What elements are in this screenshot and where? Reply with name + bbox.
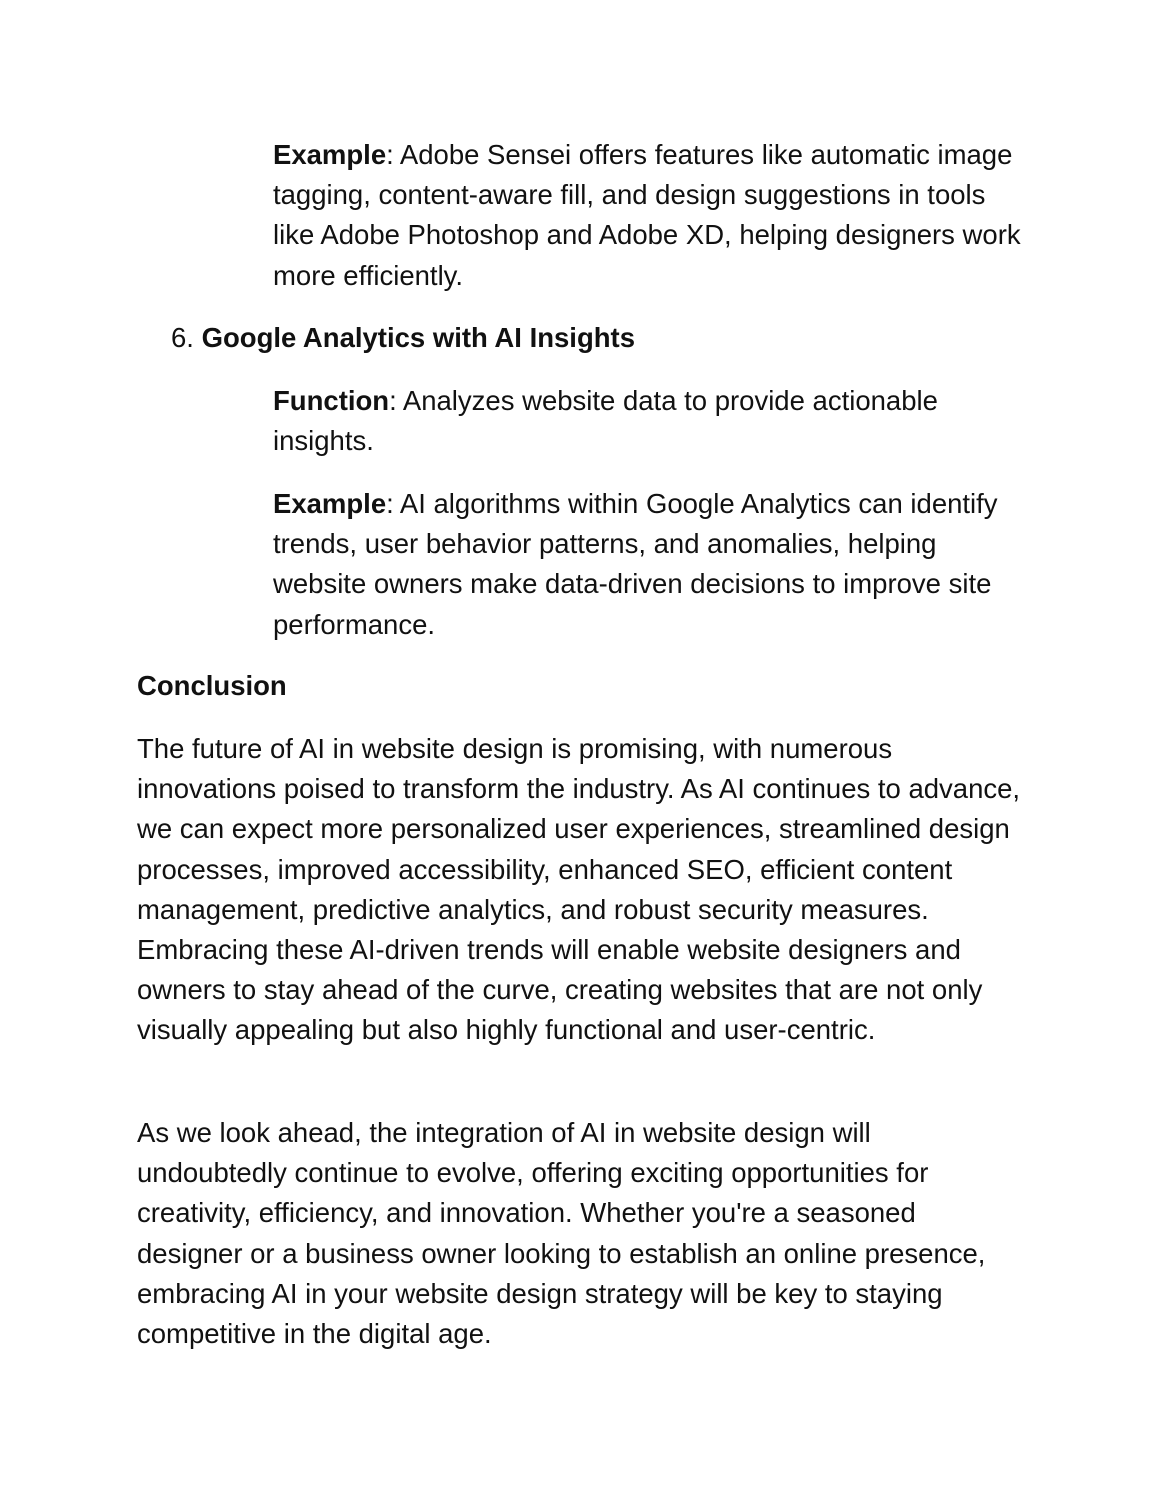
adobe-example-text: Adobe Sensei offers features like automatic image tagging, content-aware fill, and design suggestions in tools like Adobe Photoshop and Adobe XD, helping designers work more efficiently. — [273, 139, 1021, 291]
function-label: Function — [273, 385, 390, 416]
example-label: Example — [273, 139, 387, 170]
google-example-paragraph: Example: AI algorithms within Google Analytics can identify trends, user behavior patterns, and anomalies, helping website owners make data-driven decisions to improve site performance. — [273, 488, 998, 640]
conclusion-heading: Conclusion — [137, 670, 287, 701]
list-item-title: Google Analytics with AI Insights — [201, 322, 635, 353]
conclusion-paragraph-1: The future of AI in website design is promising, with numerous innovations poised to transform the industry. As AI continues to advance, we can expect more personalized user experiences, streamlined design processes, improved accessibility, enhanced SEO, efficient content management, predictive analytics, and robust security measures. Embracing these AI-driven trends will enable website designers and owners to stay ahead of the curve, creating websites that are not only visually appealing but also highly functional and user-centric. — [137, 733, 1021, 1046]
example-label: Example — [273, 488, 387, 519]
adobe-example-paragraph: Example: Adobe Sensei offers features like automatic image tagging, content-aware fill, and design suggestions in tools like Adobe Photoshop and Adobe XD, helping designers work more efficiently. — [273, 139, 1021, 291]
google-function-paragraph: Function: Analyzes website data to provide actionable insights. — [273, 385, 938, 457]
conclusion-paragraph-2: As we look ahead, the integration of AI in website design will undoubtedly continue to evolve, offering exciting opportunities for creativity, efficiency, and innovation. Whether you're a seasoned designer or a business owner looking to establish an online presence, embracing AI in your website design strategy will be key to staying competitive in the digital age. — [137, 1117, 986, 1350]
google-example-text: AI algorithms within Google Analytics can identify trends, user behavior patterns, and anomalies, helping website owners make data-driven decisions to improve site performance. — [273, 488, 998, 640]
google-function-text: Analyzes website data to provide actionable insights. — [273, 385, 938, 457]
list-item-google-analytics — [171, 318, 635, 358]
list-number: 6. — [171, 322, 194, 353]
